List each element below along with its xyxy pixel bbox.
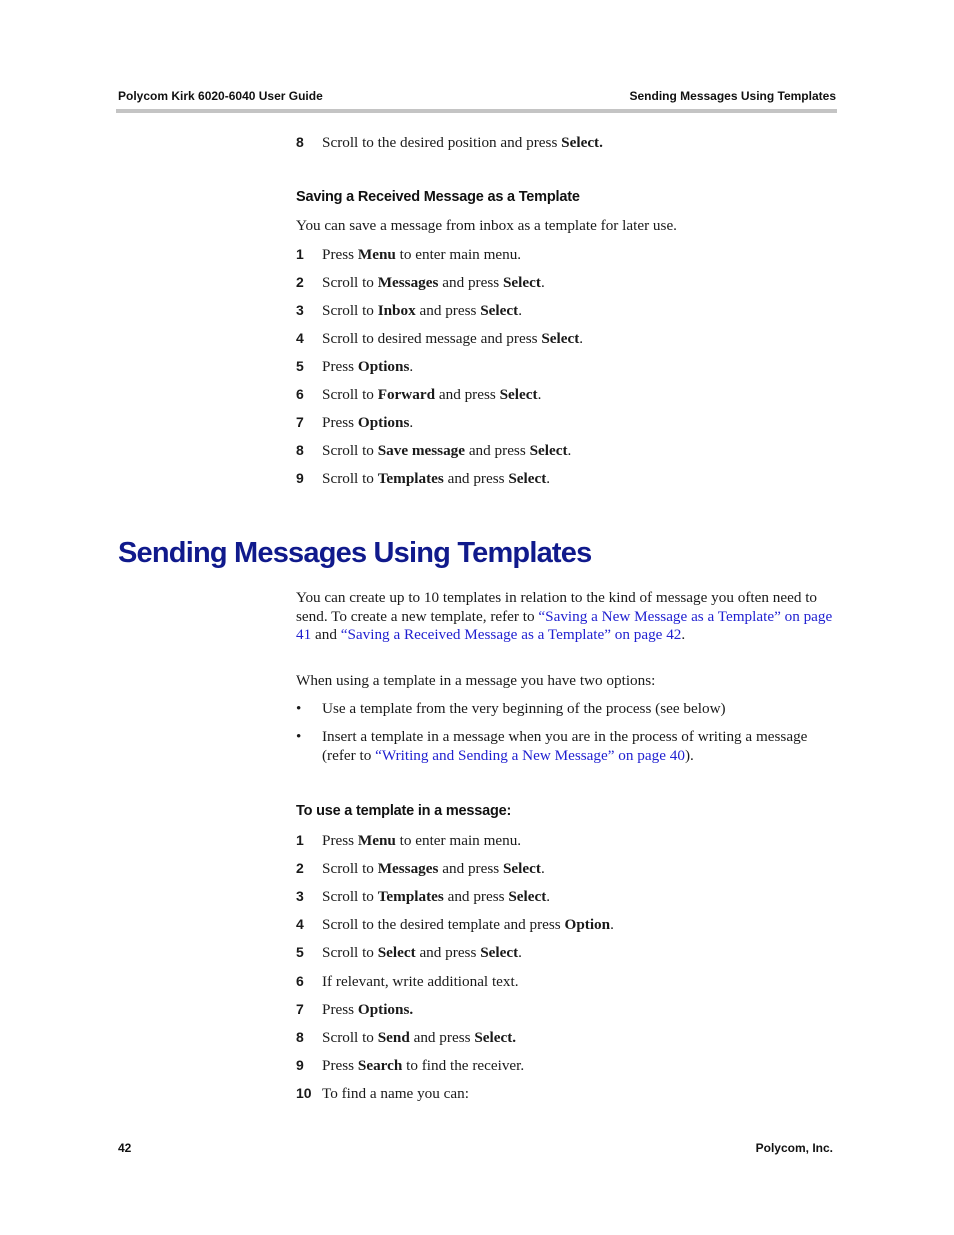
step-text: To find a name you can: bbox=[322, 1085, 469, 1102]
subsection-heading-use-template: To use a template in a message: bbox=[296, 803, 512, 819]
step-text: Press Search to find the receiver. bbox=[322, 1057, 525, 1074]
bullet-marker: • bbox=[296, 728, 302, 745]
bullet-marker: • bbox=[296, 700, 302, 717]
step-text: Scroll to the desired template and press Option. bbox=[322, 916, 614, 933]
step-text: Press Options. bbox=[322, 358, 414, 375]
saving-intro: You can save a message from inbox as a template for later use. bbox=[296, 217, 677, 234]
bullet-text: Use a template from the very beginning of the process (see below) bbox=[322, 700, 726, 717]
subsection-heading-saving: Saving a Received Message as a Template bbox=[296, 189, 580, 205]
step-number: 8 bbox=[296, 1029, 304, 1045]
step-number: 5 bbox=[296, 944, 304, 960]
step-number: 10 bbox=[296, 1085, 312, 1101]
step-text: Scroll to Inbox and press Select. bbox=[322, 302, 522, 319]
step-number: 6 bbox=[296, 973, 304, 989]
step-number: 5 bbox=[296, 358, 304, 374]
step-text: Scroll to Send and press Select. bbox=[322, 1029, 517, 1046]
section-intro-paragraph: You can create up to 10 templates in relation to the kind of message you often need to send. To create a new template, refer to “Saving a New Message as a Template” on page 41 and “Saving a Received Message as a Template” on page 42. bbox=[296, 589, 833, 644]
step-number: 3 bbox=[296, 888, 304, 904]
link-saving-received-message[interactable]: “Saving a Received Message as a Template” on page 42 bbox=[340, 626, 682, 644]
step-number: 2 bbox=[296, 274, 304, 290]
step-number: 8 bbox=[296, 134, 304, 150]
bullet-text: Insert a template in a message when you are in the process of writing a message (refer to “Writing and Sending a New Message” on page 40). bbox=[322, 728, 808, 764]
header-section-title: Sending Messages Using Templates bbox=[629, 89, 836, 103]
link-writing-sending-message[interactable]: “Writing and Sending a New Message” on page 40 bbox=[375, 746, 685, 764]
header-doc-title: Polycom Kirk 6020-6040 User Guide bbox=[118, 89, 323, 103]
step-text: Scroll to Templates and press Select. bbox=[322, 470, 551, 487]
step-text: Scroll to Forward and press Select. bbox=[322, 386, 542, 403]
step-number: 4 bbox=[296, 330, 304, 346]
step-number: 2 bbox=[296, 860, 304, 876]
step-text: If relevant, write additional text. bbox=[322, 973, 519, 990]
step-number: 1 bbox=[296, 246, 304, 262]
section-title: Sending Messages Using Templates bbox=[118, 537, 592, 569]
step-text: Scroll to the desired position and press Select. bbox=[322, 134, 603, 151]
header-rule bbox=[116, 109, 837, 113]
step-text: Scroll to Messages and press Select. bbox=[322, 274, 545, 291]
step-number: 9 bbox=[296, 470, 304, 486]
step-number: 4 bbox=[296, 916, 304, 932]
link-saving-new-message[interactable]: “Saving a New Message as a Template” on page 41 bbox=[296, 607, 833, 644]
step-number: 7 bbox=[296, 414, 304, 430]
step-text: Scroll to desired message and press Select. bbox=[322, 330, 584, 347]
footer-page-number: 42 bbox=[118, 1141, 132, 1155]
step-text: Press Menu to enter main menu. bbox=[322, 246, 522, 263]
step-text: Press Options. bbox=[322, 1001, 414, 1018]
step-text: Scroll to Save message and press Select. bbox=[322, 442, 572, 459]
step-text: Press Options. bbox=[322, 414, 414, 431]
options-intro: When using a template in a message you have two options: bbox=[296, 672, 656, 689]
step-text: Scroll to Select and press Select. bbox=[322, 944, 522, 961]
step-number: 1 bbox=[296, 832, 304, 848]
step-text: Scroll to Templates and press Select. bbox=[322, 888, 551, 905]
step-number: 6 bbox=[296, 386, 304, 402]
step-number: 7 bbox=[296, 1001, 304, 1017]
step-text: Press Menu to enter main menu. bbox=[322, 832, 522, 849]
step-number: 3 bbox=[296, 302, 304, 318]
footer-company: Polycom, Inc. bbox=[755, 1141, 833, 1155]
step-number: 8 bbox=[296, 442, 304, 458]
step-number: 9 bbox=[296, 1057, 304, 1073]
step-text: Scroll to Messages and press Select. bbox=[322, 860, 545, 877]
